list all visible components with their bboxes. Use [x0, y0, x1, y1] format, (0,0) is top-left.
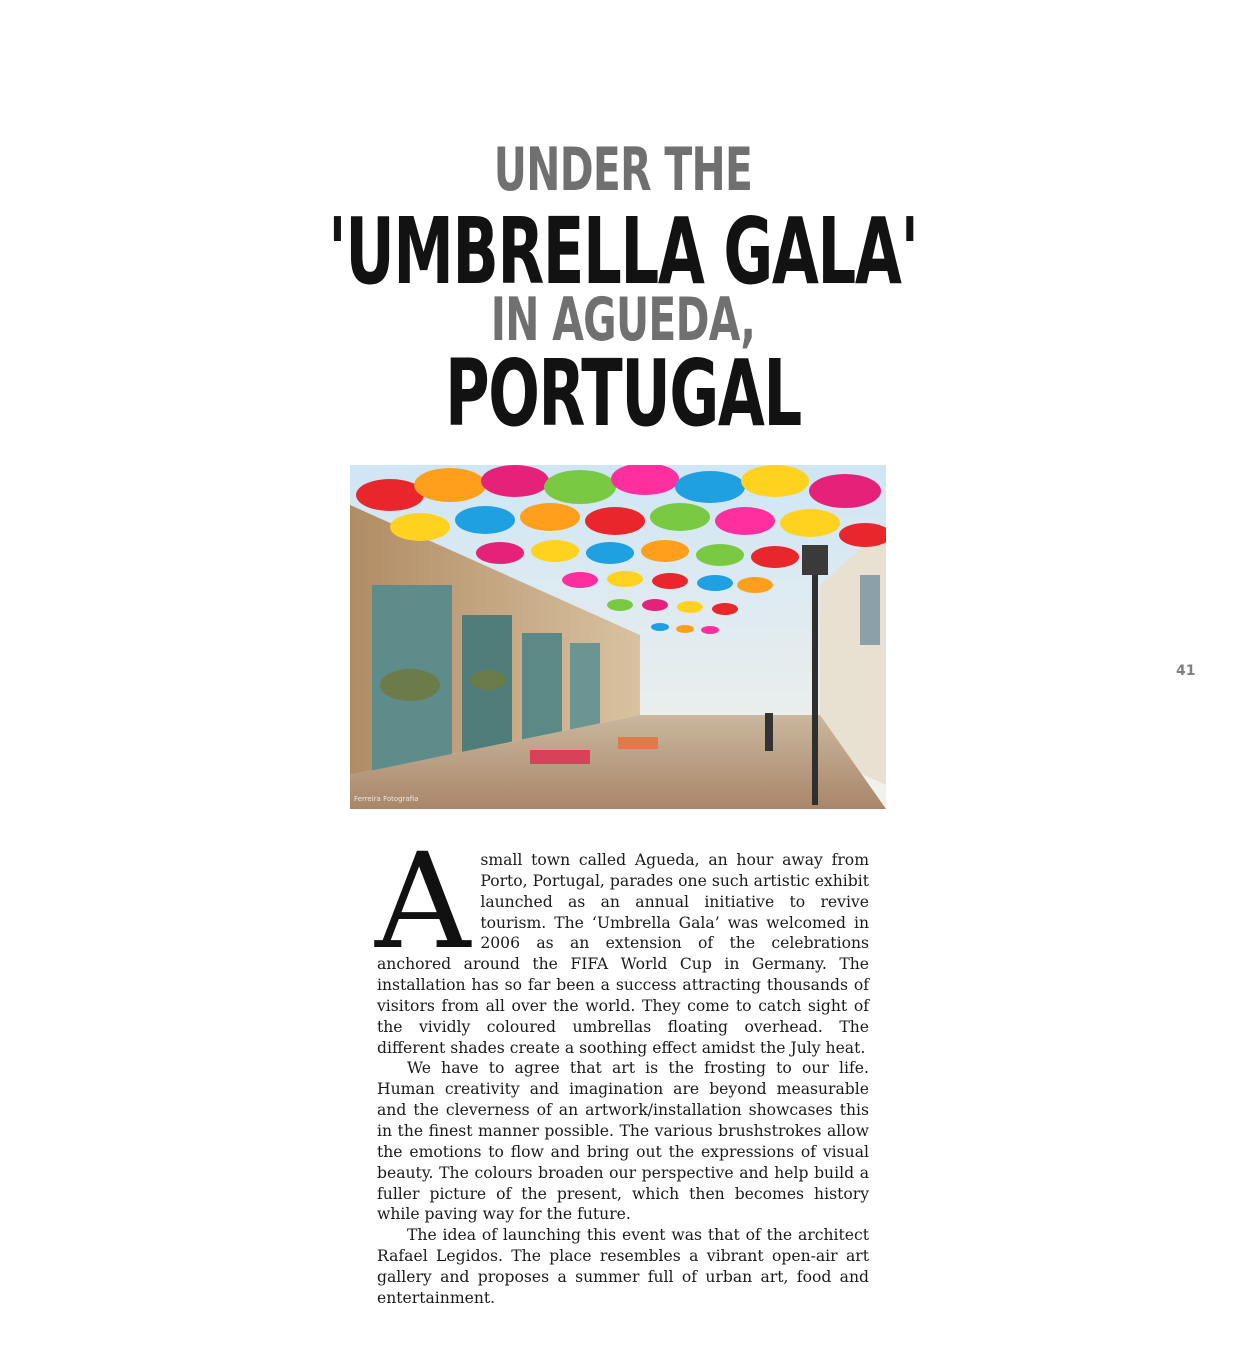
title-line-4: PORTUGAL [445, 340, 801, 447]
title-line-1: UNDER THE [493, 135, 753, 205]
paragraph-3: The idea of launching this event was that of the architect Rafael Legidos. The place resembles a vibrant open-air art gallery and proposes a summer full of urban art, food and entertainment. [377, 1226, 869, 1307]
drop-cap: A [375, 825, 471, 979]
umbrella-street-photo [350, 465, 886, 809]
paragraph-2: We have to agree that art is the frosting to our life. Human creativity and imagination are beyond measurable and the cleverness of an artwork/installation showcases this in the finest manner possible. The various brushstrokes allow the emotions to flow and bring out the expressions of visual beauty. The colours broaden our perspective and help build a fuller picture of the present, which then becomes history while paving way for the future. [377, 1059, 869, 1224]
title-line-2: 'UMBRELLA GALA' [328, 198, 918, 305]
title-line-3: IN AGUEDA, [490, 285, 756, 355]
photo-credit: Ferreira Fotografia [354, 795, 419, 803]
page-number: 41 [1176, 663, 1196, 679]
article-title [0, 135, 1246, 447]
article-body [375, 825, 869, 1309]
paragraph-1 [375, 825, 869, 1058]
paragraph-1-text: small town called Agueda, an hour away from Porto, Portugal, parades one such artistic exhibit launched as an annual initiative to revive tourism. The ‘Umbrella Gala’ was welcomed in 2006 as an extension of the celebrations anchored around the FIFA World Cup in Germany. The installation has so far been a success attracting thousands of visitors from all over the world. They come to catch sight of the vividly coloured umbrellas floating overhead. The different shades create a soothing effect amidst the July heat. [377, 851, 869, 1057]
